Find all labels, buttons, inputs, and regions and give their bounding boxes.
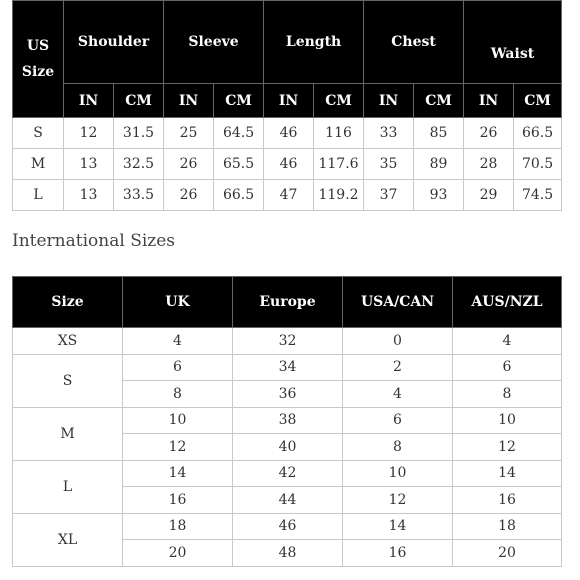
- international-sizes-title: International Sizes: [12, 231, 176, 251]
- value-cell: 74.5: [514, 180, 562, 211]
- value-cell: 47: [264, 180, 314, 211]
- aus-nzl-cell: 12: [453, 434, 562, 461]
- uk-cell: 20: [123, 540, 233, 567]
- value-cell: 116: [314, 118, 364, 149]
- unit-header-row: [13, 84, 562, 118]
- table-row: [13, 513, 562, 540]
- intl-header-row: [13, 277, 562, 328]
- usa-can-cell: 10: [343, 460, 453, 487]
- size-header: Size: [13, 277, 123, 328]
- aus-nzl-cell: 4: [453, 328, 562, 355]
- europe-cell: 38: [233, 407, 343, 434]
- table-row: [13, 354, 562, 381]
- usa-can-cell: 2: [343, 354, 453, 381]
- uk-cell: 4: [123, 328, 233, 355]
- value-cell: 26: [164, 180, 214, 211]
- value-cell: 117.6: [314, 149, 364, 180]
- aus-nzl-cell: 14: [453, 460, 562, 487]
- unit-in-header: IN: [64, 84, 114, 118]
- table-row: [13, 118, 562, 149]
- value-cell: 25: [164, 118, 214, 149]
- value-cell: 65.5: [214, 149, 264, 180]
- waist-header: Waist: [464, 1, 562, 84]
- europe-cell: 46: [233, 513, 343, 540]
- unit-cm-header: CM: [114, 84, 164, 118]
- uk-cell: 18: [123, 513, 233, 540]
- europe-cell: 40: [233, 434, 343, 461]
- aus-nzl-header: AUS/NZL: [453, 277, 562, 328]
- unit-in-header: IN: [164, 84, 214, 118]
- chest-header: Chest: [364, 1, 464, 84]
- table-row: [13, 328, 562, 355]
- uk-cell: 8: [123, 381, 233, 408]
- sleeve-header: Sleeve: [164, 1, 264, 84]
- uk-header: UK: [123, 277, 233, 328]
- usa-can-cell: 12: [343, 487, 453, 514]
- unit-in-header: IN: [364, 84, 414, 118]
- value-cell: 33.5: [114, 180, 164, 211]
- size-cell: L: [13, 460, 123, 513]
- value-cell: 89: [414, 149, 464, 180]
- size-cell: M: [13, 149, 64, 180]
- usa-can-header: USA/CAN: [343, 277, 453, 328]
- europe-header: Europe: [233, 277, 343, 328]
- uk-cell: 6: [123, 354, 233, 381]
- size-cell: S: [13, 118, 64, 149]
- table-row: [13, 180, 562, 211]
- size-cell: S: [13, 354, 123, 407]
- length-header: Length: [264, 1, 364, 84]
- value-cell: 66.5: [514, 118, 562, 149]
- value-cell: 12: [64, 118, 114, 149]
- value-cell: 33: [364, 118, 414, 149]
- aus-nzl-cell: 16: [453, 487, 562, 514]
- us-size-header: US Size: [13, 1, 64, 118]
- value-cell: 13: [64, 180, 114, 211]
- size-header-row: [13, 1, 562, 84]
- table-row: [13, 149, 562, 180]
- value-cell: 31.5: [114, 118, 164, 149]
- europe-cell: 44: [233, 487, 343, 514]
- usa-can-cell: 8: [343, 434, 453, 461]
- value-cell: 26: [164, 149, 214, 180]
- value-cell: 70.5: [514, 149, 562, 180]
- unit-cm-header: CM: [314, 84, 364, 118]
- europe-cell: 34: [233, 354, 343, 381]
- unit-cm-header: CM: [514, 84, 562, 118]
- aus-nzl-cell: 20: [453, 540, 562, 567]
- europe-cell: 42: [233, 460, 343, 487]
- usa-can-cell: 0: [343, 328, 453, 355]
- value-cell: 46: [264, 118, 314, 149]
- size-cell: L: [13, 180, 64, 211]
- aus-nzl-cell: 6: [453, 354, 562, 381]
- shoulder-header: Shoulder: [64, 1, 164, 84]
- unit-cm-header: CM: [414, 84, 464, 118]
- usa-can-cell: 16: [343, 540, 453, 567]
- unit-cm-header: CM: [214, 84, 264, 118]
- value-cell: 32.5: [114, 149, 164, 180]
- international-sizes-table: [12, 276, 562, 567]
- aus-nzl-cell: 18: [453, 513, 562, 540]
- aus-nzl-cell: 10: [453, 407, 562, 434]
- value-cell: 66.5: [214, 180, 264, 211]
- europe-cell: 32: [233, 328, 343, 355]
- unit-in-header: IN: [464, 84, 514, 118]
- value-cell: 26: [464, 118, 514, 149]
- unit-in-header: IN: [264, 84, 314, 118]
- value-cell: 28: [464, 149, 514, 180]
- value-cell: 64.5: [214, 118, 264, 149]
- value-cell: 35: [364, 149, 414, 180]
- usa-can-cell: 6: [343, 407, 453, 434]
- table-row: [13, 407, 562, 434]
- size-cell: XS: [13, 328, 123, 355]
- value-cell: 13: [64, 149, 114, 180]
- uk-cell: 16: [123, 487, 233, 514]
- value-cell: 119.2: [314, 180, 364, 211]
- value-cell: 29: [464, 180, 514, 211]
- size-cell: XL: [13, 513, 123, 566]
- usa-can-cell: 14: [343, 513, 453, 540]
- europe-cell: 36: [233, 381, 343, 408]
- uk-cell: 10: [123, 407, 233, 434]
- uk-cell: 14: [123, 460, 233, 487]
- uk-cell: 12: [123, 434, 233, 461]
- size-chart-table: [12, 0, 562, 211]
- table-row: [13, 460, 562, 487]
- aus-nzl-cell: 8: [453, 381, 562, 408]
- size-cell: M: [13, 407, 123, 460]
- value-cell: 37: [364, 180, 414, 211]
- value-cell: 46: [264, 149, 314, 180]
- europe-cell: 48: [233, 540, 343, 567]
- usa-can-cell: 4: [343, 381, 453, 408]
- value-cell: 93: [414, 180, 464, 211]
- value-cell: 85: [414, 118, 464, 149]
